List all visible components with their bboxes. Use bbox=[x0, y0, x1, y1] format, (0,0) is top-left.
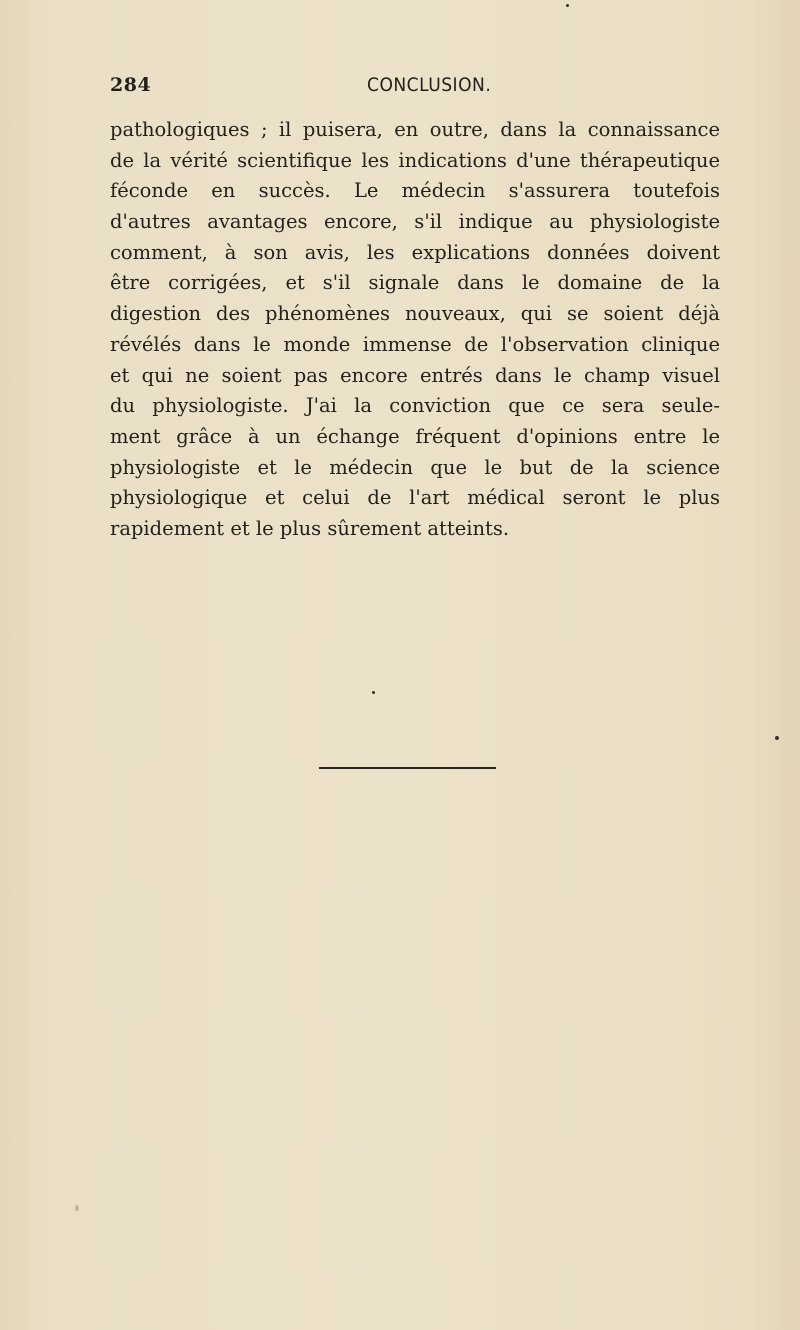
text-line: rapidement et le plus sûrement atteints. bbox=[110, 516, 510, 540]
paper-speck bbox=[372, 691, 375, 694]
running-title: CONCLUSION. bbox=[367, 74, 492, 96]
text-line: être corrigées, et s'il signale dans le domaine de la bbox=[110, 271, 720, 295]
paper-speck bbox=[566, 4, 569, 7]
paper-speck bbox=[775, 736, 779, 740]
text-line: féconde en succès. Le médecin s'assurera toutefois bbox=[110, 179, 720, 203]
page-header bbox=[110, 74, 720, 102]
text-line: révélés dans le monde immense de l'observation clinique bbox=[110, 332, 720, 356]
body-paragraph bbox=[110, 115, 720, 545]
text-line: et qui ne soient pas encore entrés dans le champ visuel bbox=[110, 363, 720, 387]
paper-stain bbox=[75, 1205, 79, 1211]
text-line: ment grâce à un échange fréquent d'opinions entre le bbox=[110, 424, 720, 448]
text-line: du physiologiste. J'ai la conviction que ce sera seule- bbox=[110, 394, 720, 418]
text-line: physiologiste et le médecin que le but de la science bbox=[110, 455, 720, 479]
section-divider bbox=[319, 767, 496, 769]
text-line: physiologique et celui de l'art médical seront le plus bbox=[110, 486, 720, 510]
page-number: 284 bbox=[110, 74, 152, 96]
text-line: d'autres avantages encore, s'il indique au physiologiste bbox=[110, 210, 720, 234]
text-line: de la vérité scientifique les indications d'une thérapeutique bbox=[110, 148, 720, 172]
text-line: pathologiques ; il puisera, en outre, dans la connaissance bbox=[110, 118, 720, 141]
text-line: comment, à son avis, les explications données doivent bbox=[110, 240, 720, 264]
text-line: digestion des phénomènes nouveaux, qui se soient déjà bbox=[110, 302, 720, 326]
